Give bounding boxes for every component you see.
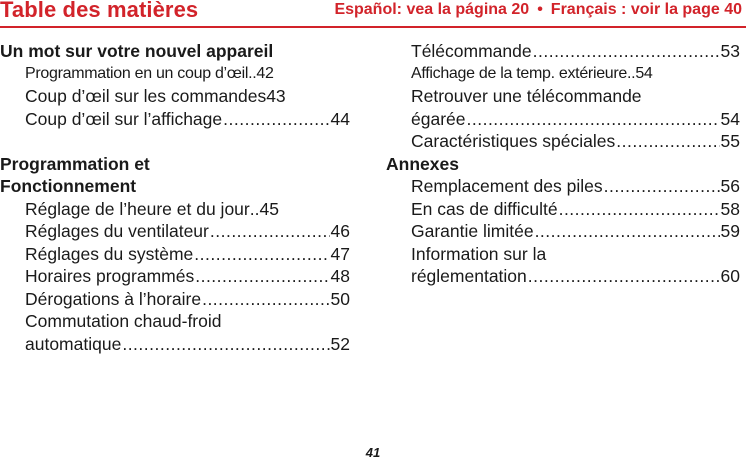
toc-entry-continued[interactable] [386, 108, 740, 131]
toc-entry-page: 54 [720, 108, 740, 129]
toc-entry-page: 56 [720, 176, 740, 196]
toc-entry-label: Remplacement des piles [411, 176, 603, 196]
toc-entry-label: Retrouver une télécommande [411, 86, 642, 106]
dot-leader [467, 108, 720, 131]
toc-entry-label: automatique [25, 333, 122, 354]
toc-entry-page: 59 [720, 221, 740, 241]
toc-entry-label: Dérogations à l’horaire [25, 288, 202, 309]
toc-entry-label: Caractéristiques spéciales [411, 131, 616, 151]
toc-entry-label: Affichage de la temp. extérieure [411, 64, 628, 82]
toc-entry-label: En cas de difficulté [411, 198, 558, 219]
toc-entry[interactable] [386, 40, 740, 63]
toc-entry[interactable] [386, 220, 740, 243]
dot-leader [535, 220, 720, 243]
dot-leader [604, 175, 720, 198]
toc-entry-label: Réglages du ventilateur [25, 221, 209, 241]
page-number: 41 [365, 445, 381, 460]
dot-leader [223, 108, 329, 131]
toc-entry-page: 43 [266, 86, 286, 106]
toc-title: Table des matières [0, 0, 199, 22]
toc-entry-page: ..42 [248, 64, 274, 82]
toc-entry-label: Commutation chaud-froid [25, 311, 222, 331]
toc-entry-label: Coup d’œil sur l’affichage [25, 108, 223, 129]
toc-entry[interactable] [386, 243, 740, 266]
toc-entry-continued[interactable] [386, 265, 740, 288]
toc-entry[interactable] [0, 108, 350, 131]
toc-entry[interactable] [0, 85, 350, 108]
toc-entry-label: Télécommande [411, 41, 532, 61]
toc-entry[interactable] [0, 288, 350, 311]
bullet-separator: • [537, 1, 543, 18]
toc-entry-label: Horaires programmés [25, 266, 195, 286]
toc-entry[interactable] [0, 220, 350, 243]
toc-entry[interactable] [0, 243, 350, 266]
header-rule [0, 26, 746, 28]
toc-entry-page: ..54 [627, 64, 653, 82]
language-references [334, 1, 742, 19]
toc-entry-label: Coup d’œil sur les commandes [25, 86, 267, 106]
dot-leader [210, 220, 330, 243]
page-header [0, 0, 746, 24]
toc-entry-page: 55 [720, 131, 740, 151]
dot-leader [202, 288, 329, 311]
dot-leader [616, 130, 719, 153]
toc-entry-page: 46 [330, 221, 350, 241]
toc-entry[interactable] [386, 130, 740, 153]
toc-entry-page: 58 [720, 198, 740, 219]
section-heading: Programmation et [0, 153, 150, 174]
toc-entry-page: 50 [330, 288, 350, 309]
toc-entry-page: 60 [720, 266, 740, 286]
section-heading: Un mot sur votre nouvel appareil [0, 41, 274, 61]
toc-entry-page: 48 [330, 266, 350, 286]
dot-leader [195, 265, 329, 288]
toc-entry-page: 47 [330, 243, 350, 264]
toc-entry-label: Garantie limitée [411, 221, 534, 241]
toc-entry-page: 53 [720, 41, 740, 61]
toc-entry-page: ..45 [249, 198, 279, 219]
dot-leader [533, 40, 720, 63]
section-heading-continued: Fonctionnement [0, 176, 137, 196]
toc-entry[interactable] [386, 85, 740, 108]
toc-entry-page: 52 [330, 333, 350, 354]
toc-entry[interactable] [386, 175, 740, 198]
toc-right-column [386, 40, 740, 288]
french-reference: Français : voir la page 40 [550, 1, 742, 18]
toc-entry[interactable] [0, 63, 350, 86]
toc-entry-label: Réglages du système [25, 243, 194, 264]
toc-entry-label: Réglage de l’heure et du jour [25, 198, 250, 219]
toc-entry-label: Programmation en un coup d’œil [25, 64, 249, 82]
section-heading: Annexes [386, 153, 459, 174]
toc-entry-page: 44 [330, 108, 350, 129]
dot-leader [194, 243, 329, 266]
toc-entry-continued[interactable] [0, 333, 350, 356]
toc-entry-label: égarée [411, 108, 466, 129]
toc-entry-label: réglementation [411, 266, 527, 286]
toc-entry[interactable] [386, 63, 740, 86]
section-spacer [0, 130, 350, 153]
spanish-reference: Español: vea la página 20 [334, 1, 530, 18]
toc-entry[interactable] [0, 310, 350, 333]
dot-leader [122, 333, 329, 356]
toc-entry[interactable] [0, 265, 350, 288]
toc-entry-label: Information sur la [411, 243, 547, 264]
toc-entry[interactable] [386, 198, 740, 221]
toc-entry[interactable] [0, 198, 350, 221]
dot-leader [559, 198, 720, 221]
dot-leader [528, 265, 720, 288]
toc-left-column [0, 40, 350, 355]
